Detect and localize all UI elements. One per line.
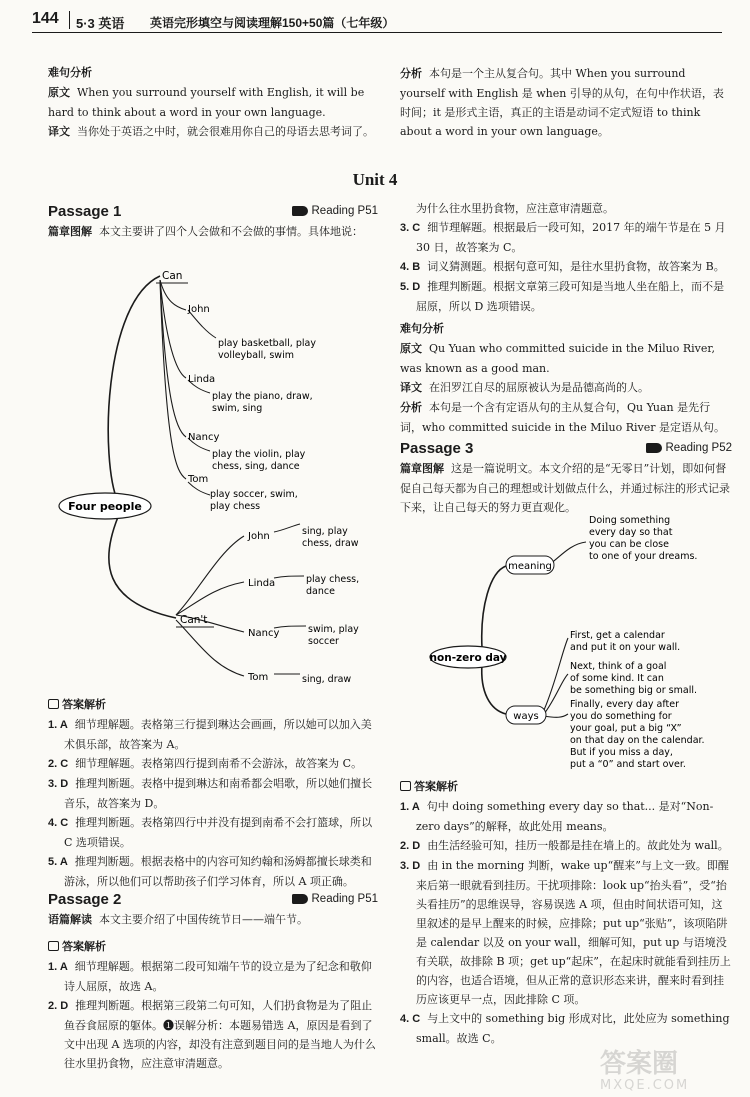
passage2-header [48,891,378,911]
passage1-intro: 篇章图解 本文主要讲了四个人会做和不会做的事情。具体地说： [48,225,363,238]
original-sentence: 原文 Qu Yuan who committed suicide in the Miluo River, was known as a good man. [400,342,715,375]
answer-item: 1. A 细节理解题。表格第三行提到琳达会画画，所以她可以加入美术俱乐部，故答案为 A。 [48,718,372,751]
pointing-hand-icon [292,206,308,216]
unit-title: Unit 4 [352,170,398,189]
passage3-intro: 篇章图解 这是一篇说明文。本文介绍的是“无零日”计划，即如何督促自己每天都为自己的理想或计划做点什么，并通过标注的形式记录下来，让自己每天的努力更直观化。 [400,462,730,514]
lock-icon [400,781,411,791]
page-number: 144 [32,10,59,27]
cant-name-linda: Linda [248,578,276,589]
can-nancy-line2: chess, sing, dance [212,461,300,472]
analysis: 分析 本句是一个含有定语从句的主从复合句，Qu Yuan 是先行词，who committed suicide in the Miluo River 是定语从句。 [400,401,726,434]
answer-item: 3. C 细节理解题。根据最后一段可知，2017 年的端午节是在 5 月 30 日，故答案为 C。 [400,221,726,254]
passage1-answers [48,696,380,891]
way2-line: of some kind. It can [570,673,664,684]
meaning-line: Doing something [589,515,671,526]
pointing-hand-icon [646,443,662,453]
can-label: Can [162,270,183,282]
watermark-brand: 答案圈 [600,1049,679,1079]
meaning-line: you can be close [589,539,669,550]
way3-line: you do something for [570,711,672,722]
page-header [32,8,722,36]
can-name-nancy: Nancy [188,432,220,443]
meaning-line: every day so that [589,527,673,538]
can-linda-line2: swim, sing [212,403,263,414]
root-label: Four people [68,500,142,513]
way1-line: and put it on your wall. [570,642,681,653]
original-sentence: 原文 When you surround yourself with English, it will be hard to think about a word in your own language. [48,86,365,119]
section-heading: 难句分析 [48,67,92,79]
passage3-answers [400,778,732,1048]
watermark [600,1050,740,1094]
passage1-title: Passage 1 [48,203,122,220]
way1-line: First, get a calendar [570,630,665,641]
way3-line: put a “0” and start over. [570,759,686,770]
answer-item: 4. C 与上文中的 something big 形成对比，此处应为 something small。故选 C。 [400,1012,730,1045]
way3-line: your goal, put a big “X” [570,723,682,734]
cant-name-nancy: Nancy [248,628,280,639]
passage2-continued [400,199,732,437]
cant-linda-line1: play chess, [306,574,360,585]
meaning-label: meaning [508,561,552,572]
answer-item: 1. A 句中 doing something every day so that... 是对“Non-zero days”的解释，故此处用 means。 [400,800,714,833]
cant-nancy-line1: swim, play [308,624,359,635]
translation: 译文 在汨罗江自尽的屈原被认为是品德高尚的人。 [400,381,649,394]
analysis: 分析 本句是一个主从复合句。其中 When you surround yourself with English 是 when 引导的从句，在句中作状语，表时间；it 是形式主语，真正的主语是动词不定式短语 to think about a word in your own language。 [400,67,724,138]
answer-item: 5. A 推理判断题。根据表格中的内容可知约翰和汤姆都擅长球类和游泳，所以他们可以帮助孩子们学习体育，所以 A 项正确。 [48,855,372,888]
section-heading: 难句分析 [400,323,444,335]
meaning-line: to one of your dreams. [589,551,698,562]
cant-label: Can't [180,614,208,626]
can-tom-line1: play soccer, swim, [210,489,298,500]
cant-linda-line2: dance [306,586,335,597]
header-rule [32,32,722,33]
can-john-line1: play basketball, play [218,338,316,349]
can-name-tom: Tom [188,474,209,485]
cant-john-line2: chess, draw [302,538,359,549]
passage3-title: Passage 3 [400,440,474,457]
way3-line: But if you miss a day, [570,747,673,758]
answers-heading: 答案解析 [48,696,380,715]
passage2-intro: 语篇解读 本文主要介绍了中国传统节日——端午节。 答案解析 1. A 细节理解题。根据第二段可知端午节的设立是为了纪念和敬仰诗人屈原，故选 A。 2. D 推理判断题。根据第三段第二句可知，人们扔食物是为了阻止鱼吞食屈原的躯体。❶误解分析：本题易错选 A，原因是看到了文中出现 A 选项的内容，却没有注意到题目问的是当地人为什么往水里扔食物，应注意审清题意。 [48,910,380,1053]
answer-item: 3. D 由 in the morning 判断，wake up“醒来”与上文一致。即醒来后第一眼就看到挂历。干扰项排除：look up“抬头看”，受“抬头看挂历”的思维误导，容易误选 A 项，但由时间状语可知，这里叙述的是早上醒来的时候，应排除；put up“张贴”，该项陷阱是 calendar 以及 on your wall，细解可知，put up 与语境没有关联，故排除 B 项；get up“起床”，在起床时就能看到挂历上的内容，也适合语境，但从正常的意识形态来讲，醒来时看到挂历应该更早一点，因此排除 C 项。 [400,859,731,1006]
answer-item: 1. A 细节理解题。根据第二段可知端午节的设立是为了纪念和敬仰诗人屈原，故选 A。 [48,960,372,993]
cant-nancy-line2: soccer [308,636,339,647]
passage1-ref: Reading P51 [292,205,379,217]
root-label: non-zero day [429,652,507,664]
passage1-mind-map [48,262,378,692]
cant-name-tom: Tom [248,672,269,683]
answers-heading: 答案解析 [48,938,380,957]
passage3-header [400,440,732,460]
header-divider [69,11,70,29]
can-linda-line1: play the piano, draw, [212,391,313,402]
answer-item: 4. C 推理判断题。表格第四行中并没有提到南希不会打篮球，所以 C 选项错误。 [48,816,373,849]
cant-john-line1: sing, play [302,526,348,537]
pointing-hand-icon [292,894,308,904]
can-name-linda: Linda [188,374,216,385]
lock-icon [48,699,59,709]
way2-line: be something big or small. [570,685,697,696]
way2-line: Next, think of a goal [570,661,667,672]
top-left-column [48,64,378,142]
cant-tom-line1: sing, draw [302,674,352,685]
book-title: 英语完形填空与阅读理解150+50篇（七年级） [150,16,395,30]
passage2-title: Passage 2 [48,891,122,908]
answer-item: 2. D 由生活经验可知，挂历一般都是挂在墙上的。故此处为 wall。 [400,839,729,852]
translation: 译文 当你处于英语之中时，就会很难用你自己的母语去思考词了。 [48,125,374,138]
series-label: 5·3 英语 [76,16,125,31]
answer-continuation: 为什么往水里扔食物，应注意审清题意。 [416,202,614,215]
answer-item: 5. D 推理判断题。根据文章第三段可知是当地人坐在船上，而不是屈原，所以 D 选项错误。 [400,280,725,313]
can-tom-line2: play chess [210,501,261,512]
passage2-ref: Reading P51 [292,893,379,905]
answer-item: 2. C 细节理解题。表格第四行提到南希不会游泳，故答案为 C。 [48,757,363,770]
can-nancy-line1: play the violin, play [212,449,306,460]
ways-label: ways [513,711,539,722]
can-name-john: John [188,304,210,315]
answers-heading: 答案解析 [400,778,732,797]
lock-icon [48,941,59,951]
way3-line: on that day on the calendar. [570,735,705,746]
answer-item: 2. D 推理判断题。根据第三段第二句可知，人们扔食物是为了阻止鱼吞食屈原的躯体。❶误解分析：本题易错选 A，原因是看到了文中出现 A 选项的内容，却没有注意到题目问的是当地人为什么往水里扔食物，应注意审清题意。 [48,999,376,1070]
top-right-column [400,64,730,141]
passage3-ref: Reading P52 [646,442,733,454]
passage3-mind-map [420,512,732,772]
way3-line: Finally, every day after [570,699,680,710]
passage1-header [48,203,378,223]
answer-item: 3. D 推理判断题。表格中提到琳达和南希都会唱歌，所以她们擅长音乐，故答案为 D。 [48,777,373,810]
watermark-url: MXQE.COM [600,1078,690,1093]
cant-name-john: John [248,531,270,542]
answer-item: 4. B 词义猜测题。根据句意可知，是往水里扔食物，故答案为 B。 [400,260,725,273]
can-john-line2: volleyball, swim [218,350,294,361]
